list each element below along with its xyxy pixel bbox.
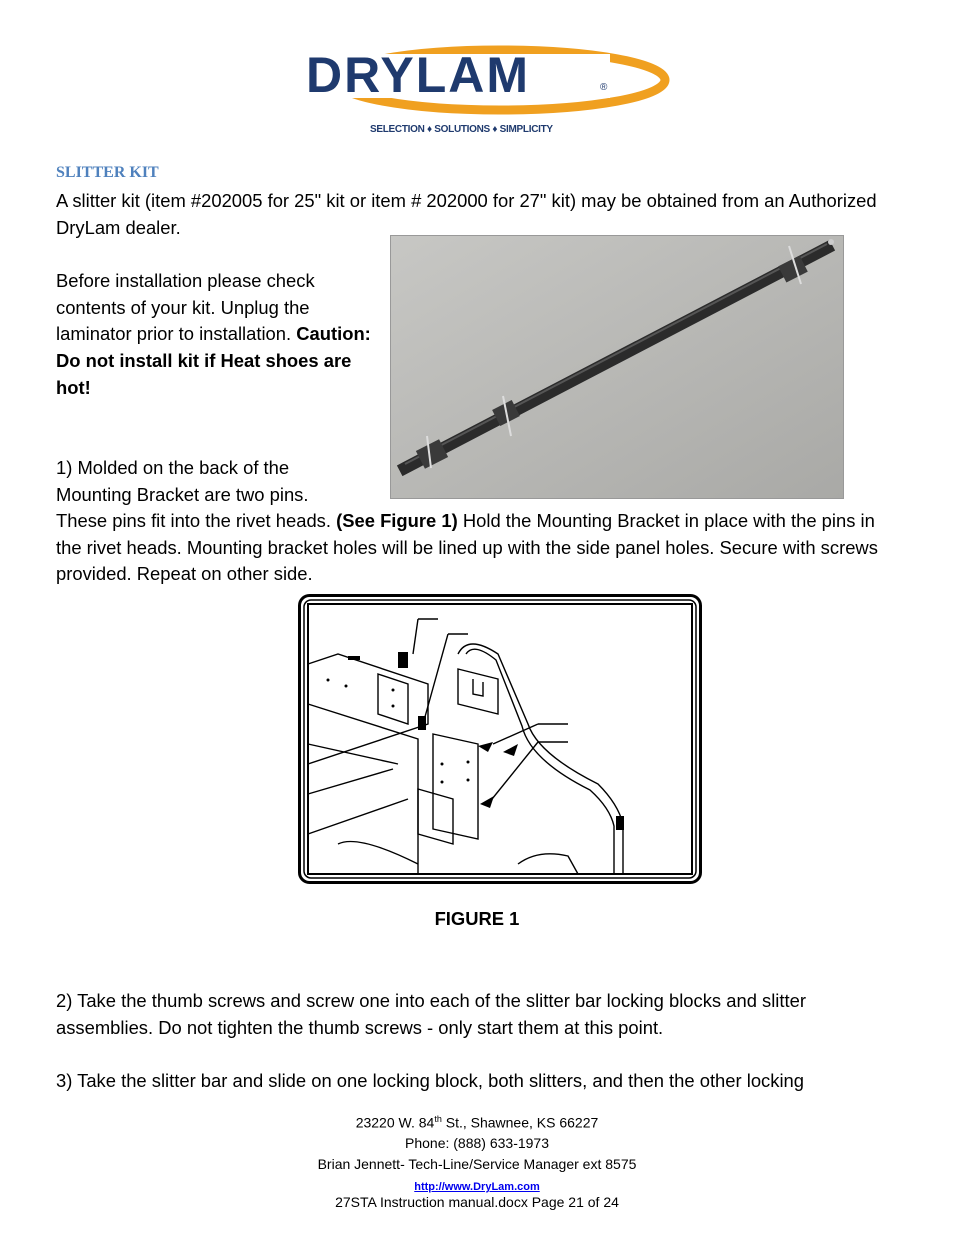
step3-paragraph: 3) Take the slitter bar and slide on one locking block, both slitters, and then the other locking: [56, 1070, 804, 1091]
svg-text:®: ®: [600, 82, 608, 93]
footer-address: 23220 W. 84th St., Shawnee, KS 66227: [355, 1114, 599, 1131]
footer-phone: Phone: (888) 633-1973: [405, 1135, 549, 1151]
caution-text: Caution: Do not install kit if Heat shoes are hot!: [56, 323, 371, 398]
logo-wordmark: DRYLAM: [306, 47, 531, 103]
before-install-paragraph: [56, 268, 376, 402]
figure-reference: (See Figure 1): [336, 510, 458, 531]
section-title: SLITTER KIT: [56, 164, 159, 181]
slitter-bar-photo: [390, 235, 844, 499]
footer-link-row: [0, 1177, 954, 1193]
before-install-text: Before installation please check contents of your kit. Unplug the laminator prior to installation.: [56, 270, 315, 345]
logo-tagline: SELECTION ♦ SOLUTIONS ♦ SIMPLICITY: [370, 124, 553, 135]
step2-paragraph: 2) Take the thumb screws and screw one into each of the slitter bar locking blocks and slitter assemblies. Do not tighten the thumb screws - only start them at this point.: [56, 990, 806, 1038]
step1-part-a: 1) Molded on the back of the Mounting Bracket are two pins.: [56, 457, 309, 505]
intro-paragraph: A slitter kit (item #202005 for 25" kit or item # 202000 for 27" kit) may be obtained from an Authorized DryLam dealer.: [56, 190, 877, 238]
footer-page-info: 27STA Instruction manual.docx Page 21 of 24: [335, 1194, 619, 1210]
step1-part-b: These pins fit into the rivet heads. (See Figure 1) Hold the Mounting Bracket in place with the pins in the rivet heads. Mounting bracket holes will be lined up with the side panel holes. Secure with screws provided. Repeat on other side.: [56, 510, 878, 585]
figure-1-drawing: [298, 594, 702, 884]
figure-caption: FIGURE 1: [434, 908, 520, 929]
footer-contact: Brian Jennett- Tech-Line/Service Manager ext 8575: [317, 1156, 637, 1172]
website-link[interactable]: http://www.DryLam.com: [414, 1181, 540, 1193]
